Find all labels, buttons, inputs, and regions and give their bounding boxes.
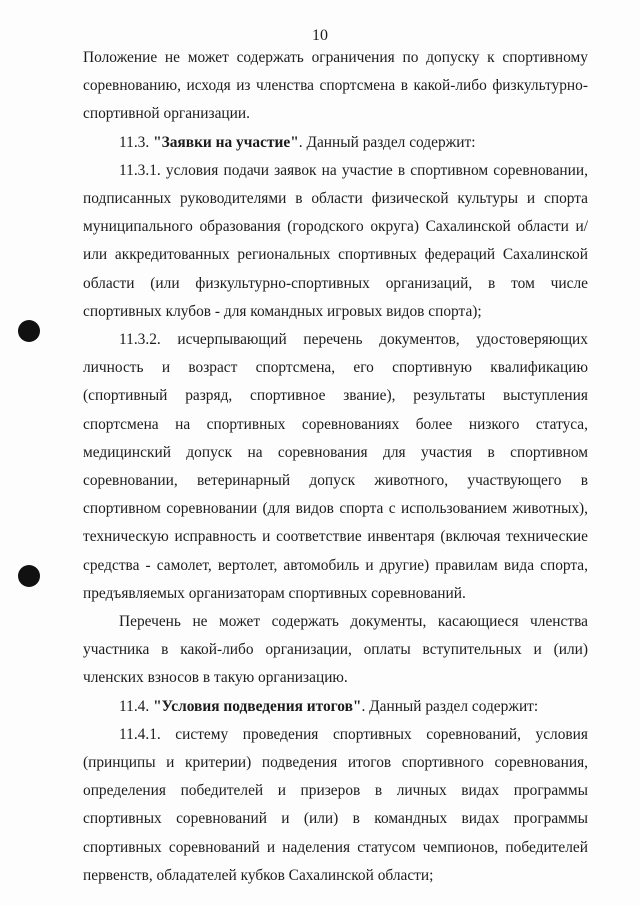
section-number: 11.4. xyxy=(119,697,154,715)
section-intro: . Данный раздел содержит: xyxy=(361,697,539,715)
section-heading-11-3 xyxy=(83,129,588,157)
clause-11-3-2: 11.3.2. исчерпывающий перечень документов, удостоверяющих личность и возраст спортсмена, его спортивную квалификацию (спортивный разряд, спортивное звание), результаты выступления спортсмена на спортивных соревнованиях более низкого статуса, медицинский допуск на соревнования для участия в спортивном соревновании, ветеринарный допуск животного, участвующего в спортивном соревновании (для видов спорта с использованием животных), техническую исправность и соответствие инвентаря (включая технические средства - самолет, вертолет, автомобиль и другие) правилам вида спорта, предъявляемых организаторам спортивных соревнований. xyxy=(83,331,588,602)
paragraph-continuation: Положение не может содержать ограничения по допуску к спортивному соревнованию, исходя из членства спортсмена в какой-либо физкультурно-спортивной организации. xyxy=(83,49,588,123)
document-body xyxy=(83,44,588,890)
section-intro: . Данный раздел содержит: xyxy=(298,133,476,151)
section-heading-11-4 xyxy=(83,693,588,721)
paragraph-restriction: Перечень не может содержать документы, касающиеся членства участника в какой-либо организации, оплаты вступительных и (или) членских взносов в такую организацию. xyxy=(83,613,588,687)
section-title: "Заявки на участие" xyxy=(153,133,299,151)
page-number: 10 xyxy=(312,27,328,44)
section-title: "Условия подведения итогов" xyxy=(153,697,362,715)
punch-hole-mark xyxy=(18,320,40,342)
section-number: 11.3. xyxy=(119,133,154,151)
punch-hole-mark xyxy=(18,565,40,587)
clause-11-3-1: 11.3.1. условия подачи заявок на участие в спортивном соревновании, подписанных руководителями в области физической культуры и спорта муниципального образования (городского округа) Сахалинской области и/или аккредитованных региональных спортивных федераций Сахалинской области (или физкультурно-спортивных организаций, в том числе спортивных клубов - для командных игровых видов спорта); xyxy=(83,161,588,320)
clause-11-4-1: 11.4.1. систему проведения спортивных соревнований, условия (принципы и критерии) подведения итогов спортивного соревнования, определения победителей и призеров в личных видах программы спортивных соревнований и (или) в командных видах программы спортивных соревнований и наделения статусом чемпионов, победителей первенств, обладателей кубков Сахалинской области; xyxy=(83,725,588,884)
